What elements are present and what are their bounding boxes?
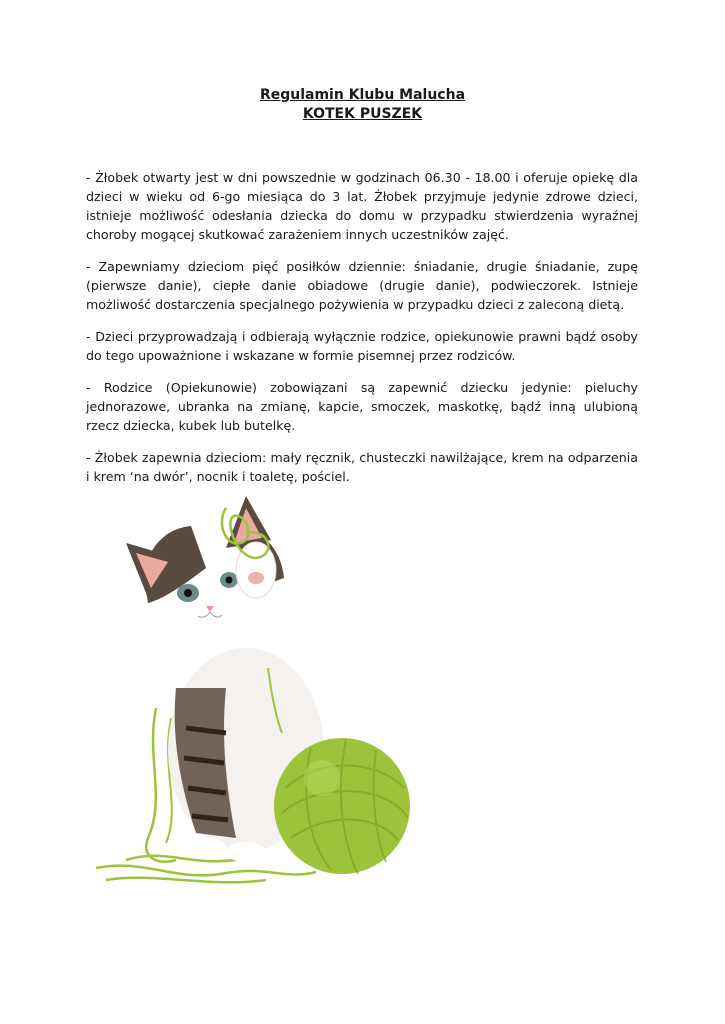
- document-subtitle: KOTEK PUSZEK: [302, 106, 423, 122]
- rules-list: [86, 168, 638, 499]
- rule-paragraph: - Żłobek zapewnia dzieciom: mały ręcznik, chusteczki nawilżające, krem na odparzenia i krem ‘na dwór’, nocnik i toaletę, pościel.: [86, 450, 638, 484]
- title-block: [0, 86, 725, 124]
- rule-paragraph: - Dzieci przyprowadzają i odbierają wyłącznie rodzice, opiekunowie prawni bądź osoby do tego upoważnione i wskazane w formie pisemnej przez rodziców.: [86, 329, 638, 363]
- rule-paragraph: - Zapewniamy dzieciom pięć posiłków dziennie: śniadanie, drugie śniadanie, zupę (pierwsze danie), ciepłe danie obiadowe (drugie danie), podwieczorek. Istnieje możliwość dostarczenia specjalnego pożywienia w przypadku dzieci z zaleconą dietą.: [86, 259, 638, 312]
- document-title: Regulamin Klubu Malucha: [259, 87, 466, 103]
- loose-yarn: [96, 856, 316, 883]
- rule-paragraph: - Żłobek otwarty jest w dni powszednie w godzinach 06.30 - 18.00 i oferuje opiekę dla dzieci w wieku od 6-go miesiąca do 3 lat. Żłobek przyjmuje jedynie zdrowe dzieci, istnieje możliwość odesłania dziecka do domu w przypadku stwierdzenia wyraźnej choroby mogącej skutkować zarażeniem innych uczestników zajęć.: [86, 170, 638, 242]
- rule-paragraph: - Rodzice (Opiekunowie) zobowiązani są zapewnić dziecku jedynie: pieluchy jednorazowe, ubranka na zmianę, kapcie, smoczek, maskotkę, bądź inną ulubioną rzecz dziecka, kubek lub butelkę.: [86, 380, 638, 433]
- kitten-illustration: [86, 488, 426, 908]
